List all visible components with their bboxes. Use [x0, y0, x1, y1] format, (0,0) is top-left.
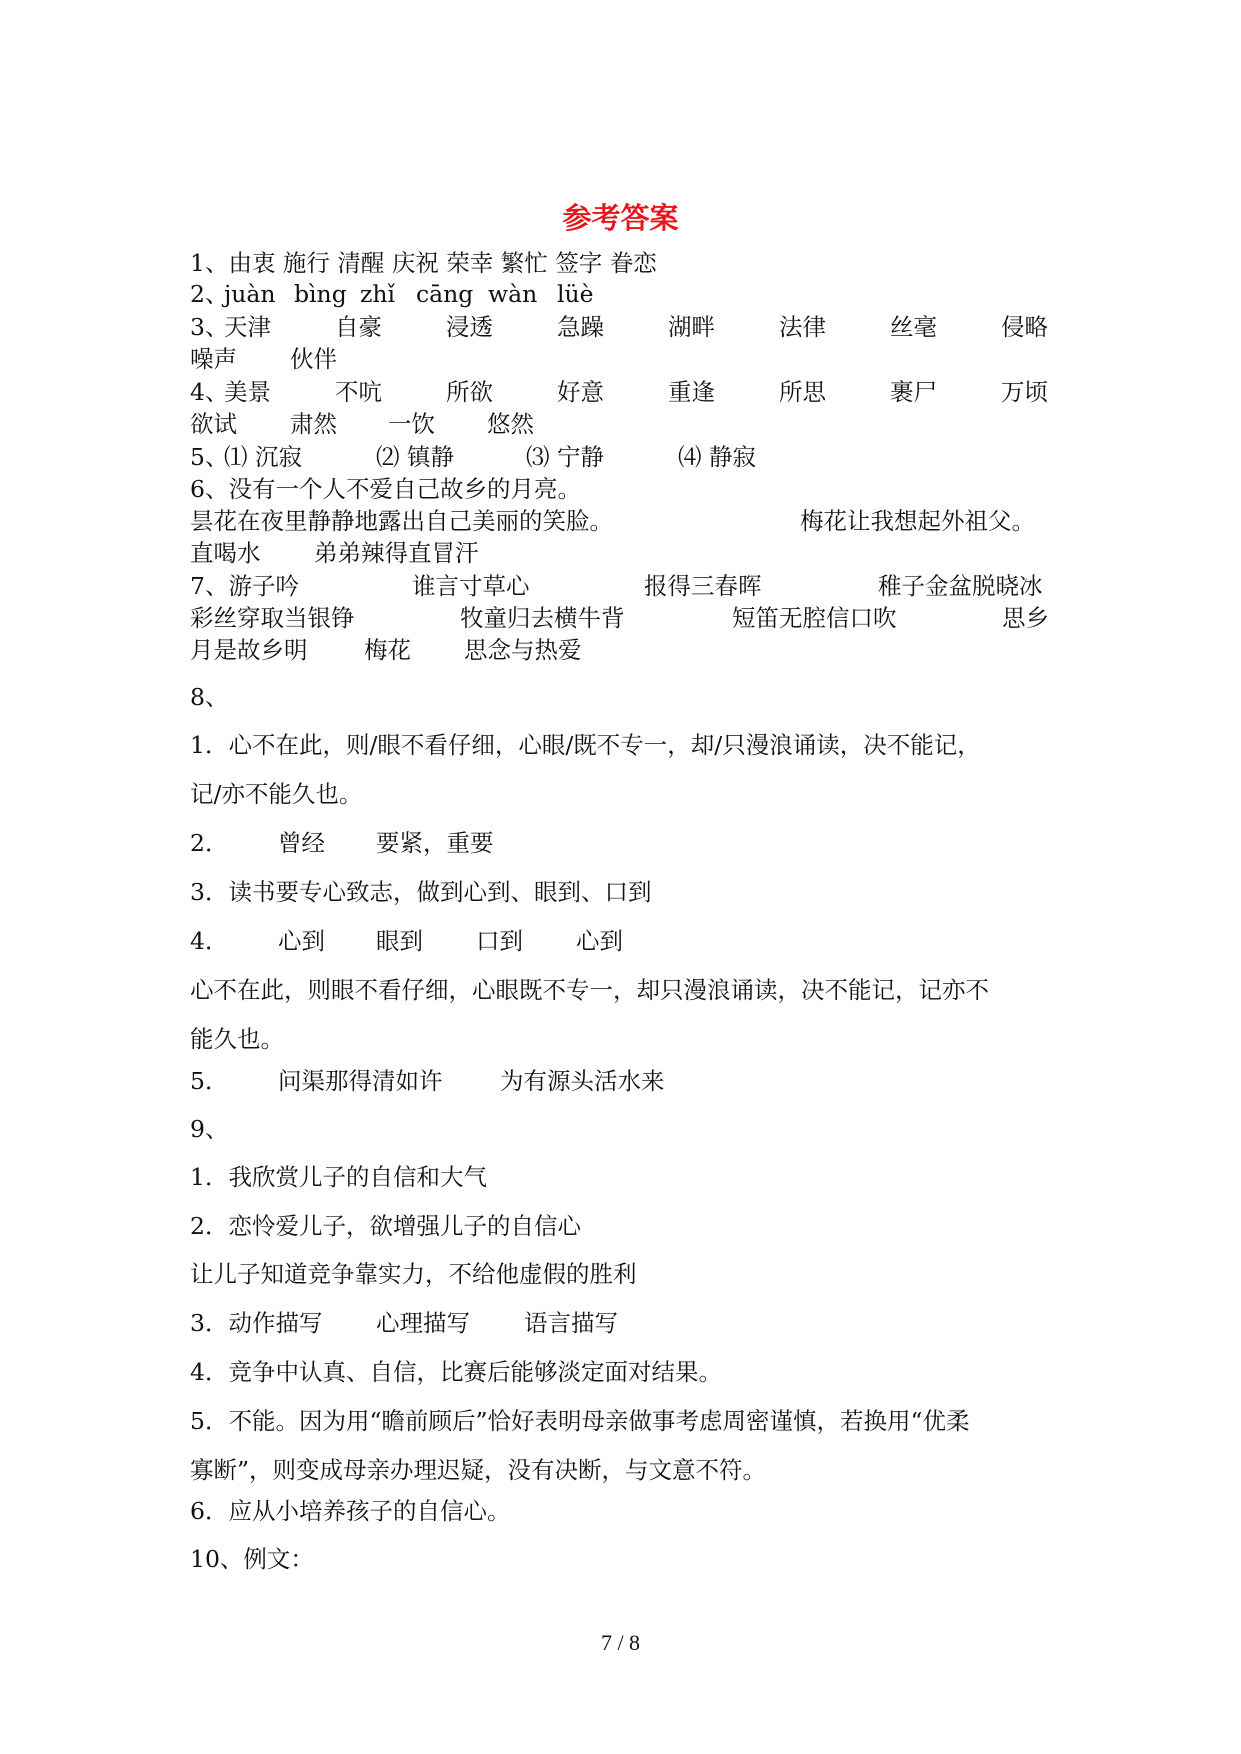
word: 悠然: [487, 410, 534, 438]
word: 心到: [576, 927, 623, 955]
word: 牧童归去横牛背: [460, 604, 625, 632]
page-number: 7 / 8: [600, 1630, 641, 1655]
word: ⑶ 宁静: [526, 443, 604, 471]
pinyin-6: lüè: [557, 280, 594, 308]
answer-9-2-cont: 让儿子知道竞争靠实力，不给他虚假的胜利: [190, 1260, 637, 1288]
word: 不吭: [335, 378, 382, 406]
word: 噪声: [190, 345, 237, 373]
answer-9-1: 1．我欣赏儿子的自信和大气: [190, 1163, 487, 1191]
word: 直喝水: [190, 539, 261, 567]
word: 7、游子吟: [190, 572, 299, 600]
pinyin-3: zhǐ: [360, 280, 396, 308]
word: 好意: [557, 378, 604, 406]
answer-8-4-cont2: 能久也。: [190, 1025, 284, 1053]
pinyin-2: bìng: [294, 280, 347, 308]
sub-number: 2．: [190, 829, 229, 857]
word: 心理描写: [376, 1309, 470, 1337]
sentence: 昙花在夜里静静地露出自己美丽的笑脸。: [190, 507, 613, 535]
answer-8-4-cont: 心不在此，则眼不看仔细，心眼既不专一，却只漫浪诵读，决不能记，记亦不: [190, 976, 989, 1004]
word: 伙伴: [290, 345, 337, 373]
word: 彩丝穿取当银铮: [190, 604, 355, 632]
word: 侵略: [1001, 313, 1048, 341]
answer-1: 1、由衷 施行 清醒 庆祝 荣幸 繁忙 签字 眷恋: [190, 249, 657, 277]
answer-9-2: 2．恋怜爱儿子，欲增强儿子的自信心: [190, 1212, 581, 1240]
word: 所思: [779, 378, 826, 406]
word: 思念与热爱: [464, 636, 582, 664]
answer-8-3: 3．读书要专心致志，做到心到、眼到、口到: [190, 878, 652, 906]
word: 裹尸: [890, 378, 937, 406]
pinyin-4: cāng: [416, 280, 474, 308]
word: 法律: [779, 313, 826, 341]
sub-number: 5．: [190, 1067, 229, 1095]
answer-2-number: 2、: [190, 280, 229, 308]
answer-9-6: 6．应从小培养孩子的自信心。: [190, 1497, 511, 1525]
word: 语言描写: [524, 1309, 618, 1337]
pinyin-5: wàn: [488, 280, 538, 308]
word: 万顷: [1001, 378, 1048, 406]
word: ⑷ 静寂: [678, 443, 756, 471]
answer-4-number: 4、: [190, 378, 229, 406]
answer-8-1-cont: 记/亦不能久也。: [190, 780, 363, 808]
word: 浸透: [446, 313, 493, 341]
word: 梅花: [364, 636, 411, 664]
word: 要紧，重要: [376, 829, 494, 857]
answer-9-5: 5．不能。因为用“瞻前顾后”恰好表明母亲做事考虑周密谨慎，若换用“优柔: [190, 1407, 970, 1435]
word: 曾经: [278, 829, 325, 857]
pinyin-1: juàn: [224, 280, 276, 308]
word: 弟弟辣得直冒汗: [314, 539, 479, 567]
answer-10: 10、例文：: [190, 1545, 314, 1573]
word: 月是故乡明: [190, 636, 308, 664]
answer-6: 6、没有一个人不爱自己故乡的月亮。: [190, 475, 581, 503]
word: 报得三春晖: [644, 572, 762, 600]
word: 谁言寸草心: [412, 572, 530, 600]
answer-8-1: 1．心不在此，则/眼不看仔细，心眼/既不专一，却/只漫浪诵读，决不能记，: [190, 731, 981, 759]
word: 美景: [224, 378, 271, 406]
answer-9-number: 9、: [190, 1115, 229, 1143]
word: 短笛无腔信口吹: [732, 604, 897, 632]
answer-5-number: 5、: [190, 443, 229, 471]
sub-number: 4．: [190, 927, 229, 955]
word: 天津: [224, 313, 271, 341]
page-title: 参考答案: [562, 201, 679, 235]
word: 重逢: [668, 378, 715, 406]
word: 稚子金盆脱晓冰: [878, 572, 1043, 600]
word: ⑵ 镇静: [376, 443, 454, 471]
answer-3-number: 3、: [190, 313, 229, 341]
word: 口到: [476, 927, 523, 955]
word: 问渠那得清如许: [278, 1067, 443, 1095]
word: 急躁: [557, 313, 604, 341]
sentence: 梅花让我想起外祖父。: [800, 507, 1035, 535]
word: 眼到: [376, 927, 423, 955]
word: 湖畔: [668, 313, 715, 341]
word: 丝毫: [890, 313, 937, 341]
word: 思乡: [1002, 604, 1049, 632]
answer-9-4: 4．竞争中认真、自信，比赛后能够淡定面对结果。: [190, 1358, 722, 1386]
word: 肃然: [290, 410, 337, 438]
word: ⑴ 沉寂: [224, 443, 302, 471]
word: 自豪: [335, 313, 382, 341]
answer-8-number: 8、: [190, 683, 229, 711]
word: 为有源头活水来: [500, 1067, 665, 1095]
word: 欲试: [190, 410, 237, 438]
word: 3．动作描写: [190, 1309, 323, 1337]
answer-9-5-cont: 寡断”，则变成母亲办理迟疑，没有决断，与文意不符。: [190, 1456, 767, 1484]
word: 一饮: [388, 410, 435, 438]
word: 所欲: [446, 378, 493, 406]
word: 心到: [278, 927, 325, 955]
